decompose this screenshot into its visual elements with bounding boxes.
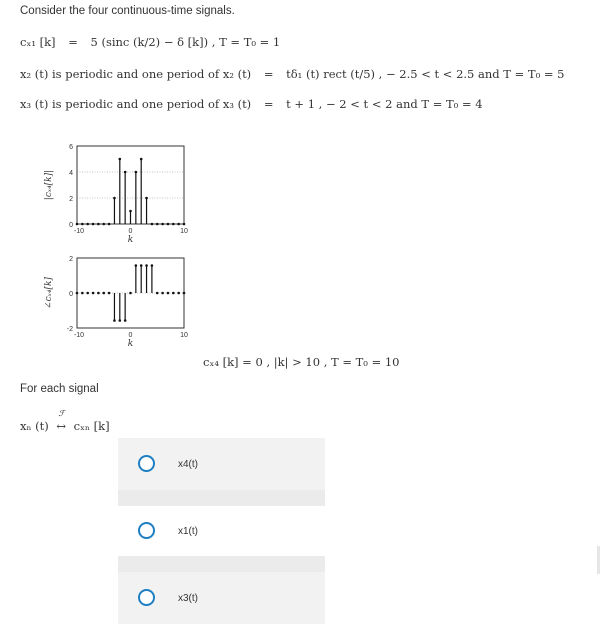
- stem-marker: [129, 210, 132, 213]
- equation-2-equals: =: [263, 67, 274, 81]
- pair-arrow: ↔: [56, 419, 67, 433]
- stem-marker: [167, 223, 170, 226]
- stem-marker: [108, 223, 111, 226]
- option-label: x3(t): [178, 593, 198, 604]
- y-axis-label: |cₓ₄[k]|: [44, 169, 54, 201]
- intro-text: Consider the four continuous-time signals.: [20, 5, 235, 17]
- stem-marker: [151, 223, 154, 226]
- scrollbar-edge[interactable]: [597, 546, 600, 574]
- stem-marker: [156, 223, 159, 226]
- stem-marker: [97, 223, 100, 226]
- stem-marker: [97, 292, 100, 295]
- stem-marker: [129, 292, 132, 295]
- stem-marker: [145, 197, 148, 200]
- stem-marker: [145, 264, 148, 267]
- stem-marker: [172, 223, 175, 226]
- x-tick-label: 10: [180, 228, 188, 235]
- radio-button[interactable]: [138, 589, 155, 606]
- x-tick-label: -10: [73, 228, 85, 235]
- equation-3-equals: =: [263, 97, 274, 111]
- option-label: x1(t): [178, 526, 198, 537]
- option-divider: [118, 490, 325, 506]
- stem-marker: [86, 292, 89, 295]
- option-label: x4(t): [178, 459, 198, 470]
- option-row[interactable]: [118, 506, 325, 556]
- equation-1-equals: =: [68, 35, 78, 49]
- equation-1: [20, 35, 280, 49]
- stem-marker: [177, 223, 180, 226]
- equation-3: [20, 97, 483, 111]
- x-tick-label: 0: [128, 332, 133, 339]
- option-divider: [118, 556, 325, 572]
- stem-marker: [113, 197, 116, 200]
- transform-pair-arrow: [56, 409, 67, 433]
- stem-marker: [167, 292, 170, 295]
- pair-right: cₓₙ [k]: [73, 419, 110, 433]
- x-tick-label: -10: [73, 332, 85, 339]
- equation-3-rhs: t + 1 , − 2 < t < 2 and T = T₀ = 4: [286, 97, 483, 111]
- equation-2-rhs: tδ₁ (t) rect (t/5) , − 2.5 < t < 2.5 and T = T₀ = 5: [286, 67, 565, 81]
- equation-1-lhs: cₓ₁ [k]: [20, 35, 56, 49]
- y-tick-label: 6: [69, 144, 73, 151]
- stem-marker: [183, 292, 186, 295]
- radio-button[interactable]: [138, 455, 155, 472]
- stem-marker: [81, 292, 84, 295]
- stem-marker: [92, 223, 95, 226]
- magnitude-plot: [44, 144, 188, 245]
- stem-marker: [140, 264, 143, 267]
- equation-3-lhs: x₃ (t) is periodic and one period of x₃ (t): [20, 97, 252, 111]
- stem-marker: [102, 292, 105, 295]
- phase-plot: [44, 256, 188, 349]
- stem-marker: [156, 292, 159, 295]
- stem-marker: [151, 264, 154, 267]
- equation-2: [20, 67, 564, 81]
- y-tick-label: 4: [69, 170, 73, 177]
- stem-marker: [183, 223, 186, 226]
- option-row[interactable]: [118, 438, 325, 490]
- stem-marker: [177, 292, 180, 295]
- stem-marker: [119, 319, 122, 322]
- stem-marker: [161, 223, 164, 226]
- y-tick-label: 2: [69, 196, 73, 203]
- stem-marker: [92, 292, 95, 295]
- pair-left: xₙ (t): [20, 419, 49, 433]
- stem-marker: [124, 171, 127, 174]
- equation-1-rhs: 5 (sinc (k/2) − δ [k]) , T = T₀ = 1: [90, 35, 281, 49]
- stem-marker: [124, 319, 127, 322]
- stem-marker: [119, 158, 122, 161]
- stem-marker: [76, 223, 79, 226]
- transform-pair: [20, 409, 110, 433]
- stem-marker: [135, 171, 138, 174]
- y-tick-label: 0: [69, 291, 73, 298]
- stem-marker: [161, 292, 164, 295]
- stem-marker: [76, 292, 79, 295]
- stem-marker: [172, 292, 175, 295]
- stem-marker: [135, 264, 138, 267]
- option-row[interactable]: [118, 572, 325, 624]
- stem-marker: [102, 223, 105, 226]
- x-axis-label: k: [127, 235, 134, 245]
- fourier-symbol: ℱ: [58, 409, 65, 418]
- stem-marker: [113, 319, 116, 322]
- stem-marker: [140, 158, 143, 161]
- equation-4: cₓ₄ [k] = 0 , |k| > 10 , T = T₀ = 10: [203, 355, 400, 369]
- stem-marker: [86, 223, 89, 226]
- stem-plots: [30, 138, 200, 363]
- x-tick-label: 0: [128, 228, 133, 235]
- stem-marker: [81, 223, 84, 226]
- for-each-label: For each signal: [20, 383, 99, 395]
- y-tick-label: -2: [66, 326, 73, 333]
- y-tick-label: 0: [69, 222, 73, 229]
- x-axis-label: k: [127, 339, 134, 349]
- y-axis-label: ∠cₓ₄[k]: [44, 277, 54, 309]
- stem-marker: [108, 292, 111, 295]
- equation-2-lhs: x₂ (t) is periodic and one period of x₂ (t): [20, 67, 252, 81]
- x-tick-label: 10: [180, 332, 188, 339]
- y-tick-label: 2: [69, 256, 73, 263]
- radio-button[interactable]: [138, 522, 155, 539]
